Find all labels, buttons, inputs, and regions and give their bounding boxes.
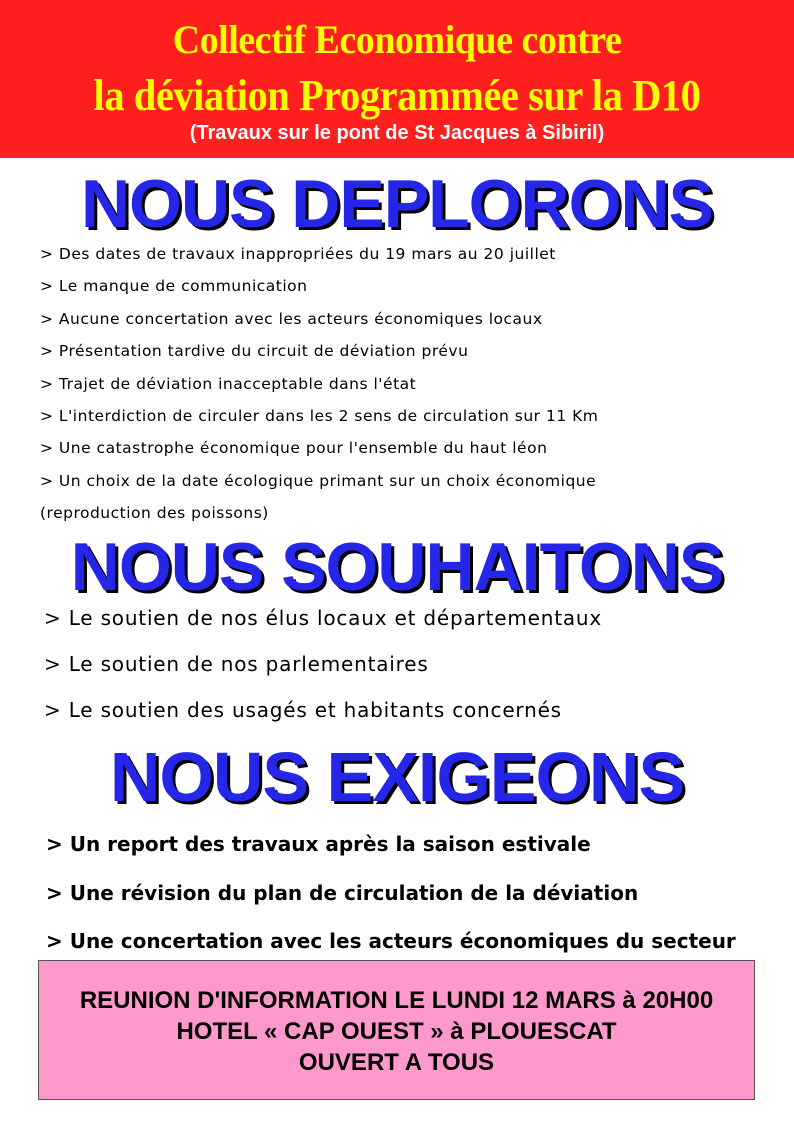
exigeons-item: > Un report des travaux après la saison estivale: [46, 832, 591, 856]
exigeons-list: [46, 829, 736, 975]
meeting-location-line: HOTEL « CAP OUEST » à PLOUESCAT: [176, 1018, 617, 1045]
deplorons-item: > Le manque de communication: [40, 277, 308, 296]
deplorons-item: > Trajet de déviation inacceptable dans l'état: [40, 374, 417, 393]
souhaitons-item: > Le soutien de nos élus locaux et départementaux: [44, 606, 603, 630]
exigeons-item: > Une révision du plan de circulation de la déviation: [46, 880, 639, 905]
heading-exigeons: NOUS EXIGEONS: [109, 738, 685, 816]
souhaitons-list: [44, 603, 602, 741]
deplorons-list: [40, 238, 598, 530]
deplorons-item: > Un choix de la date écologique primant sur un choix économique: [40, 471, 597, 490]
heading-deplorons: NOUS DEPLORONS: [80, 166, 714, 242]
souhaitons-item: > Le soutien de nos parlementaires: [44, 652, 429, 676]
deplorons-item: > Une catastrophe économique pour l'ensemble du haut léon: [40, 439, 548, 458]
deplorons-item: > Présentation tardive du circuit de déviation prévu: [40, 342, 469, 361]
banner-title-line2: la déviation Programmée sur la D10: [93, 71, 701, 120]
meeting-open-line: OUVERT A TOUS: [298, 1049, 495, 1076]
banner-title-line1: Collectif Economique contre: [172, 17, 622, 62]
deplorons-item: (reproduction des poissons): [40, 504, 269, 523]
meeting-info-box: [38, 960, 755, 1100]
banner-subtitle: (Travaux sur le pont de St Jacques à Sibiril): [189, 122, 605, 144]
deplorons-item: > Aucune concertation avec les acteurs économiques locaux: [40, 309, 543, 328]
header-banner: [0, 0, 794, 158]
deplorons-item: > L'interdiction de circuler dans les 2 sens de circulation sur 11 Km: [40, 406, 599, 425]
meeting-date-line: REUNION D'INFORMATION LE LUNDI 12 MARS à 20H00: [79, 987, 714, 1014]
deplorons-item: > Des dates de travaux inappropriées du 19 mars au 20 juillet: [40, 245, 556, 263]
souhaitons-item: > Le soutien des usagés et habitants concernés: [44, 698, 562, 722]
exigeons-item: > Une concertation avec les acteurs économiques du secteur: [46, 929, 736, 953]
heading-souhaitons: NOUS SOUHAITONS: [70, 529, 724, 605]
